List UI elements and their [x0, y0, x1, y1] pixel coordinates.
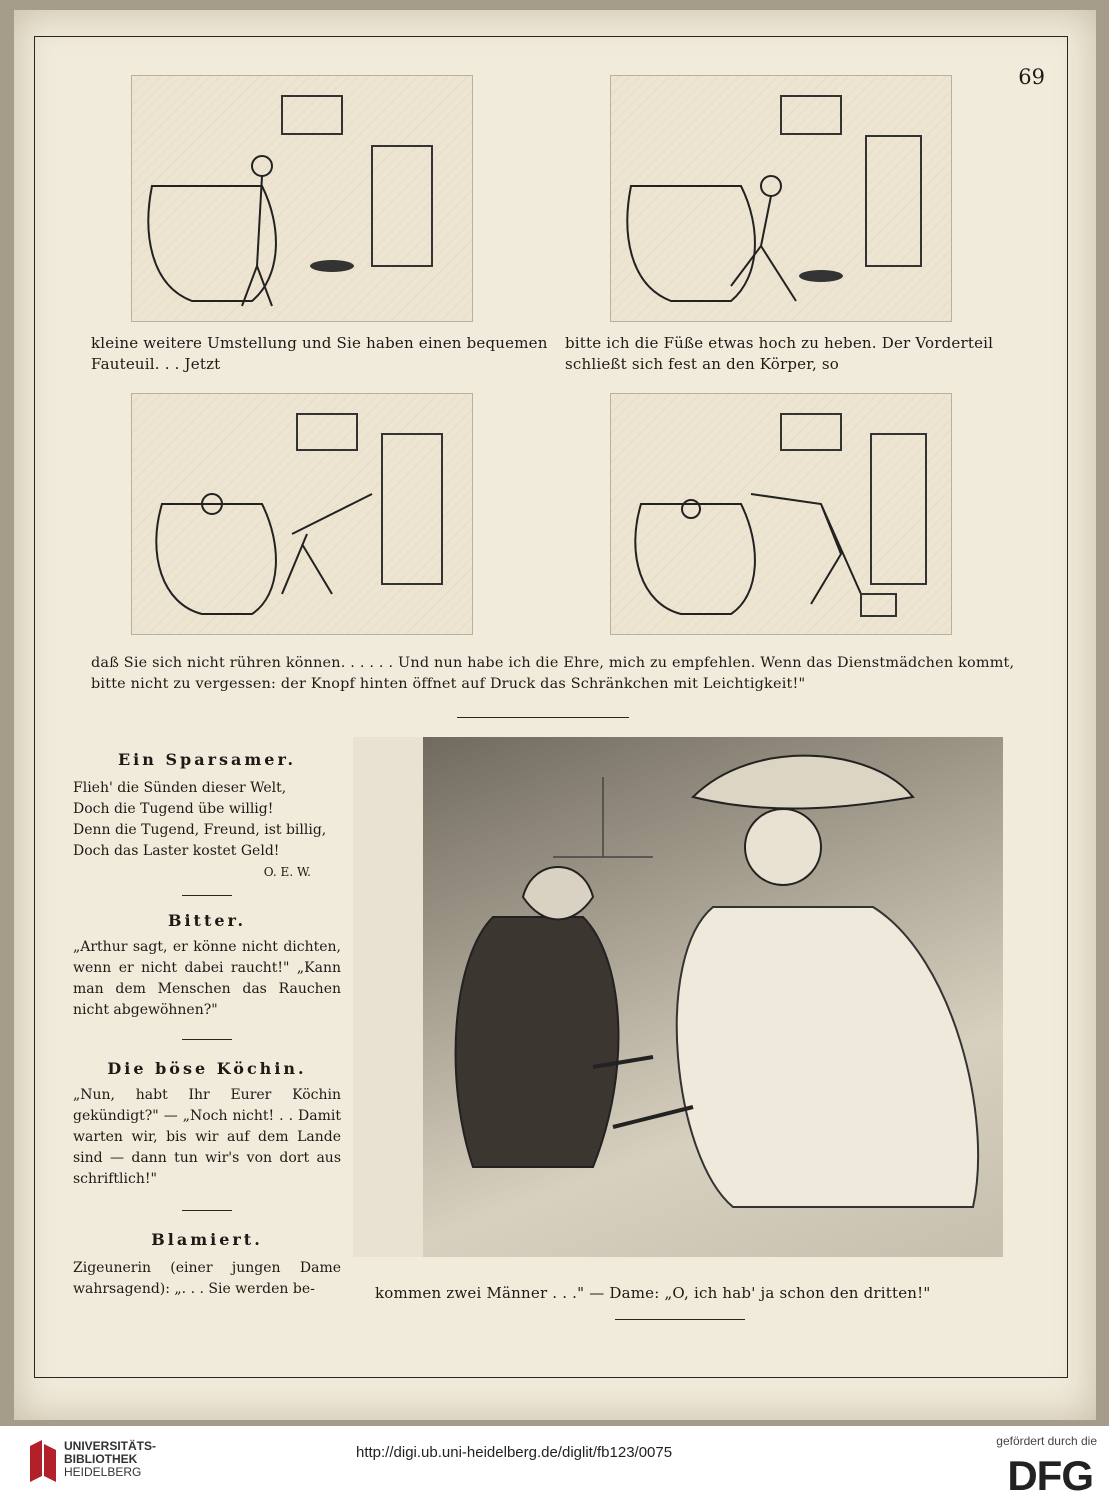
caption-row2-line1: daß Sie sich nicht rühren können. . . . . . Und nun habe ich die Ehre, mich zu empfehlen. Wenn das Dienstmädchen kommt, [91, 655, 1015, 671]
illustration-panel-4 [610, 393, 952, 635]
panel-3-drawing [132, 394, 472, 634]
panel-4-drawing [611, 394, 951, 634]
bitter-text: „Arthur sagt, er könne nicht dichten, wenn er nicht dabei raucht!" „Kann man dem Menschen das Rauchen nicht abgewöhnen?" [73, 939, 341, 1018]
illustration-fortune-teller [353, 737, 1003, 1257]
page-frame [34, 36, 1068, 1378]
poem-line-3: Denn die Tugend, Freund, ist billig, [73, 822, 327, 838]
divider-2 [182, 1039, 232, 1040]
scanned-page [14, 10, 1096, 1420]
poem-line-1: Flieh' die Sünden dieser Welt, [73, 780, 287, 796]
caption-row1-left: kleine weitere Umstellung und Sie haben einen bequemen Fauteuil. . . Jetzt [91, 334, 548, 373]
panel-1-drawing [132, 76, 472, 321]
bottom-divider [615, 1319, 745, 1320]
divider-3 [182, 1210, 232, 1211]
bitter-title: Bitter. [167, 911, 247, 930]
permalink-url[interactable]: http://digi.ub.uni-heidelberg.de/diglit/fb123/0075 [356, 1444, 673, 1461]
poem-line-4: Doch das Laster kostet Geld! [73, 843, 280, 859]
illustration-panel-2 [610, 75, 952, 322]
fortune-teller-drawing [353, 737, 1003, 1257]
text-column [73, 749, 341, 1300]
poem-title: Ein Sparsamer. [117, 750, 297, 769]
footer-bar [0, 1426, 1109, 1508]
illustration-panel-3 [131, 393, 473, 635]
caption-fortune-teller: kommen zwei Männer . . ." — Dame: „O, ich hab' ja schon den dritten!" [375, 1284, 931, 1302]
poem-signature: O. E. W. [263, 865, 311, 879]
koechin-title: Die böse Köchin. [107, 1059, 307, 1078]
divider-1 [182, 895, 232, 896]
caption-row2-line2: bitte nicht zu vergessen: der Knopf hinten öffnet auf Druck das Schränkchen mit Leichtigkeit!" [91, 676, 806, 692]
poem-line-2: Doch die Tugend übe willig! [73, 801, 274, 817]
blamiert-text: Zigeunerin (einer jungen Dame wahrsagend): „. . . Sie werden be- [73, 1260, 341, 1297]
caption-row1-right: bitte ich die Füße etwas hoch zu heben. Der Vorderteil schließt sich fest an den Körper, so [565, 334, 994, 373]
blamiert-title: Blamiert. [151, 1230, 263, 1249]
panel-2-drawing [611, 76, 951, 321]
ub-heidelberg-logo [28, 1438, 58, 1488]
library-name: UNIVERSITÄTS- BIBLIOTHEK HEIDELBERG [64, 1439, 157, 1479]
funded-by-label: gefördert durch die [996, 1434, 1097, 1448]
page-number: 69 [1018, 65, 1045, 89]
dfg-logo: DFG [1007, 1452, 1093, 1499]
illustration-panel-1 [131, 75, 473, 322]
koechin-text: „Nun, habt Ihr Eurer Köchin gekündigt?" — „Noch nicht! . . Damit warten wir, bis wir auf dem Lande sind — dann tun wir's von dort aus schriftlich!" [73, 1087, 341, 1187]
section-divider [457, 717, 629, 718]
